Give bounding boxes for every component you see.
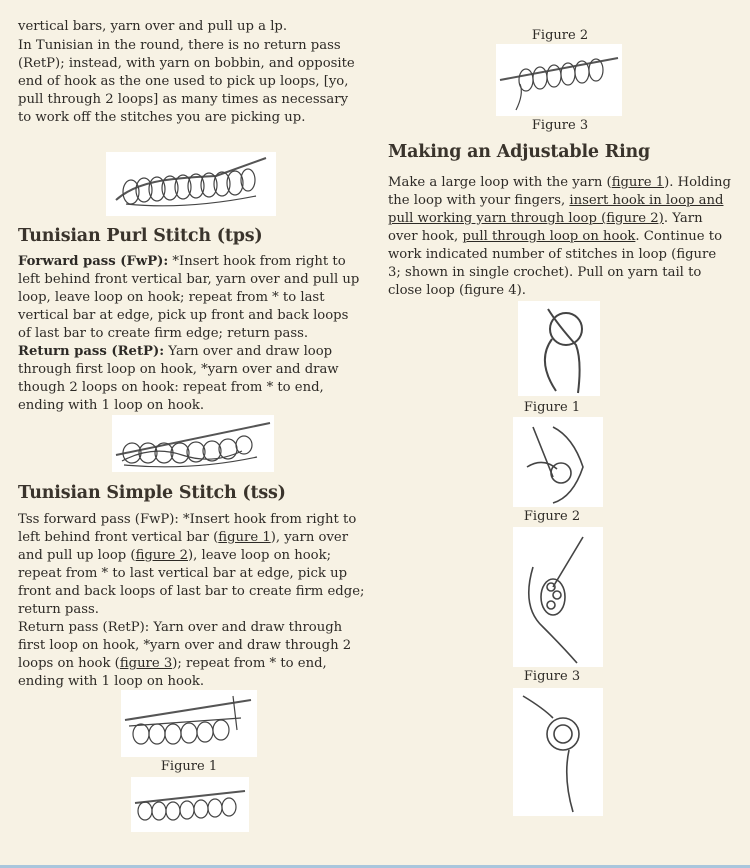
tss-figure3-link[interactable]: figure 3 xyxy=(119,656,173,671)
tss-heading: Tunisian Simple Stitch (tss) xyxy=(18,483,286,503)
tss-figure1-link[interactable]: figure 1 xyxy=(218,530,271,545)
ring-figure2-caption: Figure 2 xyxy=(523,509,581,524)
tss-text-5: ); repeat from * to end, ending with 1 loop on hook. xyxy=(18,656,327,689)
tss-figure1-illustration xyxy=(121,690,257,757)
figure2-caption-top: Figure 2 xyxy=(531,28,589,43)
purl-stitch-illustration xyxy=(112,415,274,472)
ring-text-2: ). Holding the loop with your fingers, xyxy=(388,175,731,208)
ring-figure1-link[interactable]: figure 1 xyxy=(611,175,665,190)
intro-text: vertical bars, yarn over and pull up a lp. xyxy=(18,19,288,34)
ring-figure1-caption: Figure 1 xyxy=(523,400,581,415)
ring-figure1-illustration xyxy=(518,301,600,396)
tps-heading: Tunisian Purl Stitch (tps) xyxy=(18,226,263,246)
ring-insert-hook-link[interactable]: insert hook in loop and pull working yarn through loop (figure 2) xyxy=(388,193,724,226)
tss-figure1-caption: Figure 1 xyxy=(160,759,218,774)
tunisian-round-illustration xyxy=(106,152,276,216)
ring-text-3: . Yarn over hook, xyxy=(388,211,703,244)
ring-pull-through-link[interactable]: pull through loop on hook xyxy=(462,229,636,244)
tps-return-pass xyxy=(18,343,363,415)
tss-return-pass xyxy=(18,619,368,691)
round-text: In Tunisian in the round, there is no return pass (RetP); instead, with yarn on bobbin, and opposite end of hook as the one used to pick up loops, [yo, pull through 2 loops] as many times as necessary to work off the stitches you are picking up. xyxy=(18,38,355,125)
ring-figure3-caption: Figure 3 xyxy=(523,669,581,684)
tss-text-2: ), yarn over and pull up loop ( xyxy=(18,530,349,563)
ring-figure2-illustration xyxy=(513,417,603,507)
ring-text-1: Make a large loop with the yarn ( xyxy=(388,175,612,190)
tps-retp-label: Return pass (RetP): xyxy=(18,344,165,359)
tps-fwp-text: *Insert hook from right to left behind front vertical bar, yarn over and pull up loop, leave loop on hook; repeat from * to last vertical bar at edge, pick up front and back loops of last bar to create firm edge; return pass. xyxy=(18,254,360,341)
tss-forward-pass xyxy=(18,511,368,619)
ring-heading: Making an Adjustable Ring xyxy=(388,142,651,162)
figure3-caption-top: Figure 3 xyxy=(531,118,589,133)
tps-forward-pass xyxy=(18,253,363,343)
tss-text-1: Tss forward pass (FwP): *Insert hook from right to left behind front vertical bar ( xyxy=(18,512,357,545)
ring-figure4-illustration xyxy=(513,688,603,816)
ring-instructions xyxy=(388,174,733,300)
tps-retp-text: Yarn over and draw loop through first loop on hook, *yarn over and draw though 2 loops on hook: repeat from * to end, ending with 1 loop on hook. xyxy=(18,344,339,413)
tss-text-4: Return pass (RetP): Yarn over and draw through first loop on hook, *yarn over and draw through 2 loops on hook ( xyxy=(18,620,352,671)
tss-text-3: ), leave loop on hook; repeat from * to last vertical bar at edge, pick up front and back loops of last bar to create firm edge; return pass. xyxy=(18,548,365,617)
ring-text-4: . Continue to work indicated number of stitches in loop (figure 3; shown in single crochet). Pull on yarn tail to close loop (figure 4). xyxy=(388,229,723,298)
tss-figure2-link[interactable]: figure 2 xyxy=(135,548,188,563)
right-figure2-illustration xyxy=(496,44,622,116)
tss-figure2-illustration xyxy=(131,777,249,832)
ring-figure3-illustration xyxy=(513,527,603,667)
tps-fwp-label: Forward pass (FwP): xyxy=(18,254,169,269)
